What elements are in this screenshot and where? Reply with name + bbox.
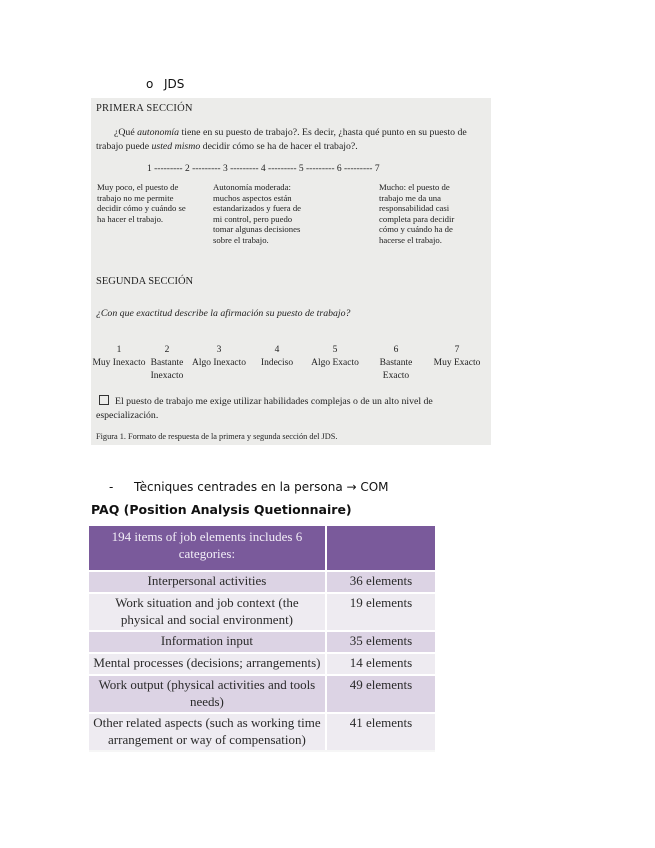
paq-table xyxy=(89,526,435,752)
jds-caption: Figura 1. Formato de respuesta de la primera y segunda sección del JDS. xyxy=(96,432,338,441)
table-row xyxy=(89,631,435,653)
scale2-num: 2 xyxy=(164,345,170,355)
jds-section1-title: PRIMERA SECCIÓN xyxy=(96,103,193,114)
scale2-label: Bastante Exacto xyxy=(379,358,413,381)
category-cell: Interpersonal activities xyxy=(89,571,326,593)
q1-text-c: decidir cómo se ha de hacer el trabajo?. xyxy=(200,141,358,152)
checkbox-icon xyxy=(99,395,109,405)
table-row xyxy=(89,593,435,631)
scale2-label: Indeciso xyxy=(260,358,294,368)
scale2-num: 6 xyxy=(393,345,399,355)
scale2-num: 3 xyxy=(216,345,222,355)
jds-section2-title: SEGUNDA SECCIÓN xyxy=(96,276,194,287)
table-header-cell: 194 items of job elements includes 6 categories: xyxy=(89,526,326,571)
jds-scale1: 1 --------- 2 --------- 3 --------- 4 --------- 5 --------- 6 --------- 7 xyxy=(147,164,380,174)
count-cell: 14 elements xyxy=(326,653,435,675)
jds-anchor-mid: Autonomía moderada: muchos aspectos están estandarizados y fuera de mi control, pero puedo tomar algunas decisiones sobre el trabajo. xyxy=(213,182,302,245)
category-cell: Work output (physical activities and tools needs) xyxy=(89,675,326,713)
count-cell: 19 elements xyxy=(326,593,435,631)
scale2-label: Muy Inexacto xyxy=(92,358,146,368)
count-cell: 35 elements xyxy=(326,631,435,653)
jds-question1 xyxy=(96,126,481,154)
circle-bullet-icon: o xyxy=(146,77,154,91)
q1-emphasis-a: autonomía xyxy=(137,127,180,138)
table-header-cell-empty xyxy=(326,526,435,571)
bullet-jds xyxy=(146,77,184,91)
q1-text-b: tiene en su puesto de trabajo?. Es decir, ¿hasta qué punto en su puesto de trabajo puede xyxy=(96,127,467,152)
scale2-option xyxy=(429,344,485,370)
count-cell: 49 elements xyxy=(326,675,435,713)
category-cell: Information input xyxy=(89,631,326,653)
scale2-option xyxy=(307,344,363,370)
jds-item-text: El puesto de trabajo me exige utilizar habilidades complejas o de un alto nivel de especialización. xyxy=(96,396,433,421)
scale2-label: Muy Exacto xyxy=(433,358,481,368)
q1-emphasis-b: usted mismo xyxy=(151,141,201,152)
scale2-label: Algo Exacto xyxy=(311,358,359,368)
scale2-option xyxy=(249,344,305,370)
category-cell: Other related aspects (such as working time arrangement or way of compensation) xyxy=(89,713,326,750)
count-cell: 36 elements xyxy=(326,571,435,593)
table-row xyxy=(89,675,435,713)
table-row xyxy=(89,653,435,675)
jds-anchor-low: Muy poco, el puesto de trabajo no me permite decidir cómo y cuándo se ha hacer el trabajo. xyxy=(97,182,186,224)
category-cell: Mental processes (decisions; arrangements) xyxy=(89,653,326,675)
q1-text-a: ¿Qué xyxy=(114,127,138,138)
jds-item xyxy=(96,395,484,423)
table-header-row xyxy=(89,526,435,571)
count-cell: 41 elements xyxy=(326,713,435,750)
bullet-jds-text: JDS xyxy=(164,77,185,91)
scale2-option xyxy=(139,344,195,383)
scale2-label: Bastante Inexacto xyxy=(150,358,184,381)
category-cell: Work situation and job context (the physical and social environment) xyxy=(89,593,326,631)
scale2-option xyxy=(368,344,424,383)
scale2-num: 5 xyxy=(332,345,338,355)
jds-figure xyxy=(91,98,491,445)
paq-title: PAQ (Position Analysis Quetionnaire) xyxy=(91,502,352,517)
jds-anchor-high: Mucho: el puesto de trabajo me da una responsabilidad casi completa para decidir cómo y cuándo ha de hacerse el trabajo. xyxy=(379,182,455,245)
dash-bullet-icon: - xyxy=(109,480,114,494)
bullet-tecniques xyxy=(109,480,389,494)
scale2-label: Algo Inexacto xyxy=(191,358,247,368)
scale2-num: 1 xyxy=(116,345,122,355)
table-row xyxy=(89,571,435,593)
scale2-option xyxy=(191,344,247,370)
table-row xyxy=(89,713,435,750)
jds-question2: ¿Con que exactitud describe la afirmación su puesto de trabajo? xyxy=(96,308,351,319)
bullet-tecniques-text: Tècniques centrades en la persona → COM xyxy=(134,480,389,494)
scale2-num: 4 xyxy=(274,345,280,355)
scale2-num: 7 xyxy=(454,345,460,355)
